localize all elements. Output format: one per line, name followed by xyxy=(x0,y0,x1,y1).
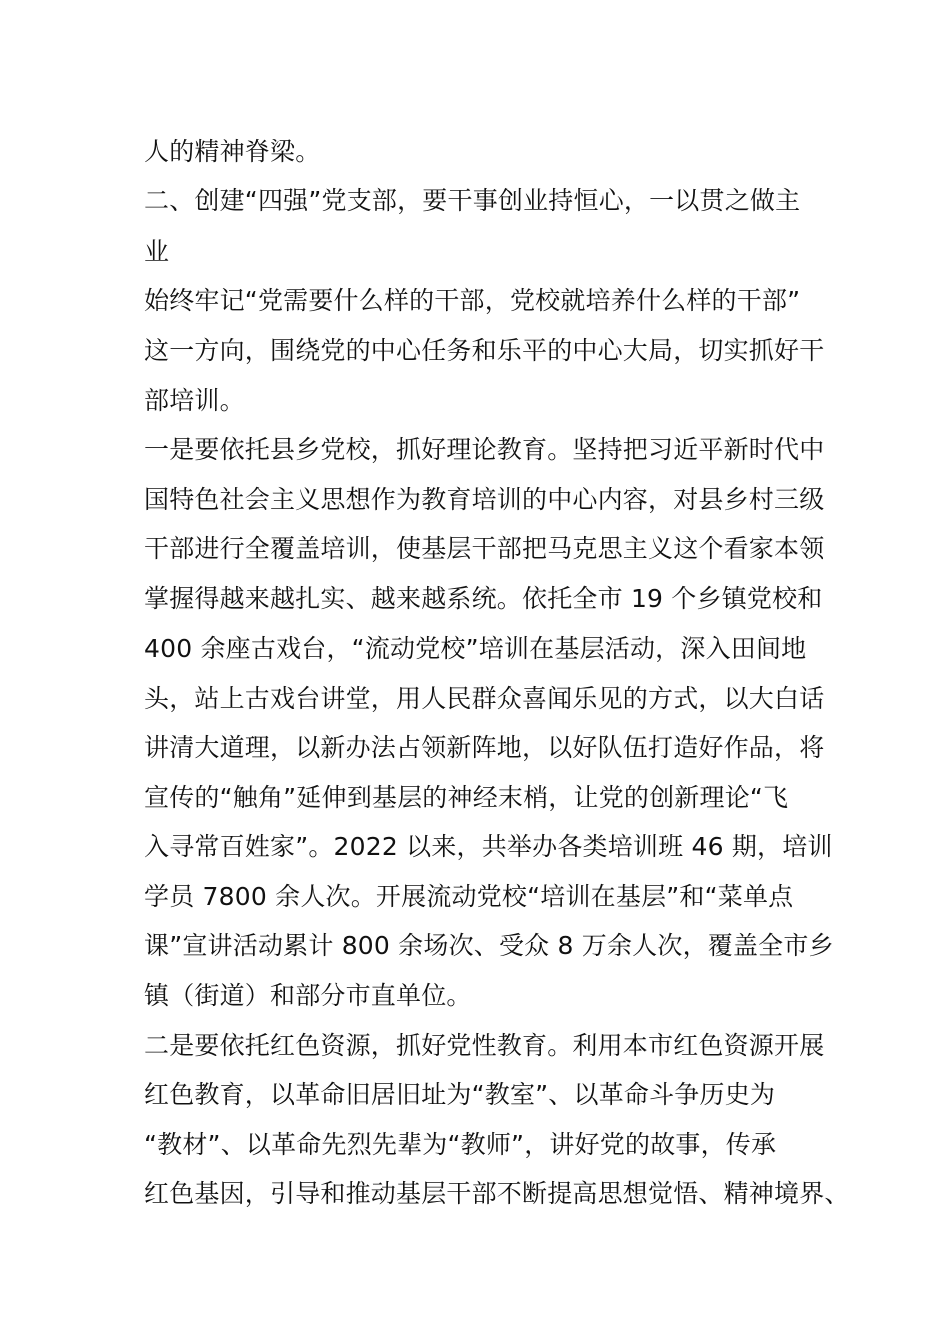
text-line: 二是要依托红色资源，抓好党性教育。利用本市红色资源开展 xyxy=(144,1031,825,1060)
text-line: 入寻常百姓家”。2022 以来，共举办各类培训班 46 期，培训 xyxy=(144,832,833,861)
section-heading-line: 业 xyxy=(144,237,170,266)
text-line: 国特色社会主义思想作为教育培训的中心内容，对县乡村三级 xyxy=(144,485,825,514)
text-line: 讲清大道理，以新办法占领新阵地，以好队伍打造好作品，将 xyxy=(144,733,825,762)
text-line: 这一方向，围绕党的中心任务和乐平的中心大局，切实抓好干 xyxy=(144,336,825,365)
text-line: 400 余座古戏台，“流动党校”培训在基层活动，深入田间地 xyxy=(144,634,807,663)
text-line: 部培训。 xyxy=(144,386,245,415)
text-line: 宣传的“触角”延伸到基层的神经末梢，让党的创新理论“飞 xyxy=(144,783,789,812)
text-line: 头，站上古戏台讲堂，用人民群众喜闻乐见的方式，以大白话 xyxy=(144,684,825,713)
text-line: 人的精神脊梁。 xyxy=(144,137,321,166)
text-line: “教材”、以革命先烈先辈为“教师”，讲好党的故事，传承 xyxy=(144,1130,777,1159)
text-line: 一是要依托县乡党校，抓好理论教育。坚持把习近平新时代中 xyxy=(144,435,825,464)
text-line: 红色基因，引导和推动基层干部不断提高思想觉悟、精神境界、 xyxy=(144,1179,850,1208)
text-line: 掌握得越来越扎实、越来越系统。依托全市 19 个乡镇党校和 xyxy=(144,584,823,613)
text-line: 镇（街道）和部分市直单位。 xyxy=(144,981,472,1010)
text-line: 红色教育，以革命旧居旧址为“教室”、以革命斗争历史为 xyxy=(144,1080,776,1109)
text-line: 课”宣讲活动累计 800 余场次、受众 8 万余人次，覆盖全市乡 xyxy=(144,931,834,960)
text-line: 学员 7800 余人次。开展流动党校“培训在基层”和“菜单点 xyxy=(144,882,794,911)
text-line: 始终牢记“党需要什么样的干部，党校就培养什么样的干部” xyxy=(144,286,801,315)
text-line: 干部进行全覆盖培训，使基层干部把马克思主义这个看家本领 xyxy=(144,534,825,563)
section-heading-line: 二、创建“四强”党支部，要干事创业持恒心，一以贯之做主 xyxy=(144,186,801,215)
